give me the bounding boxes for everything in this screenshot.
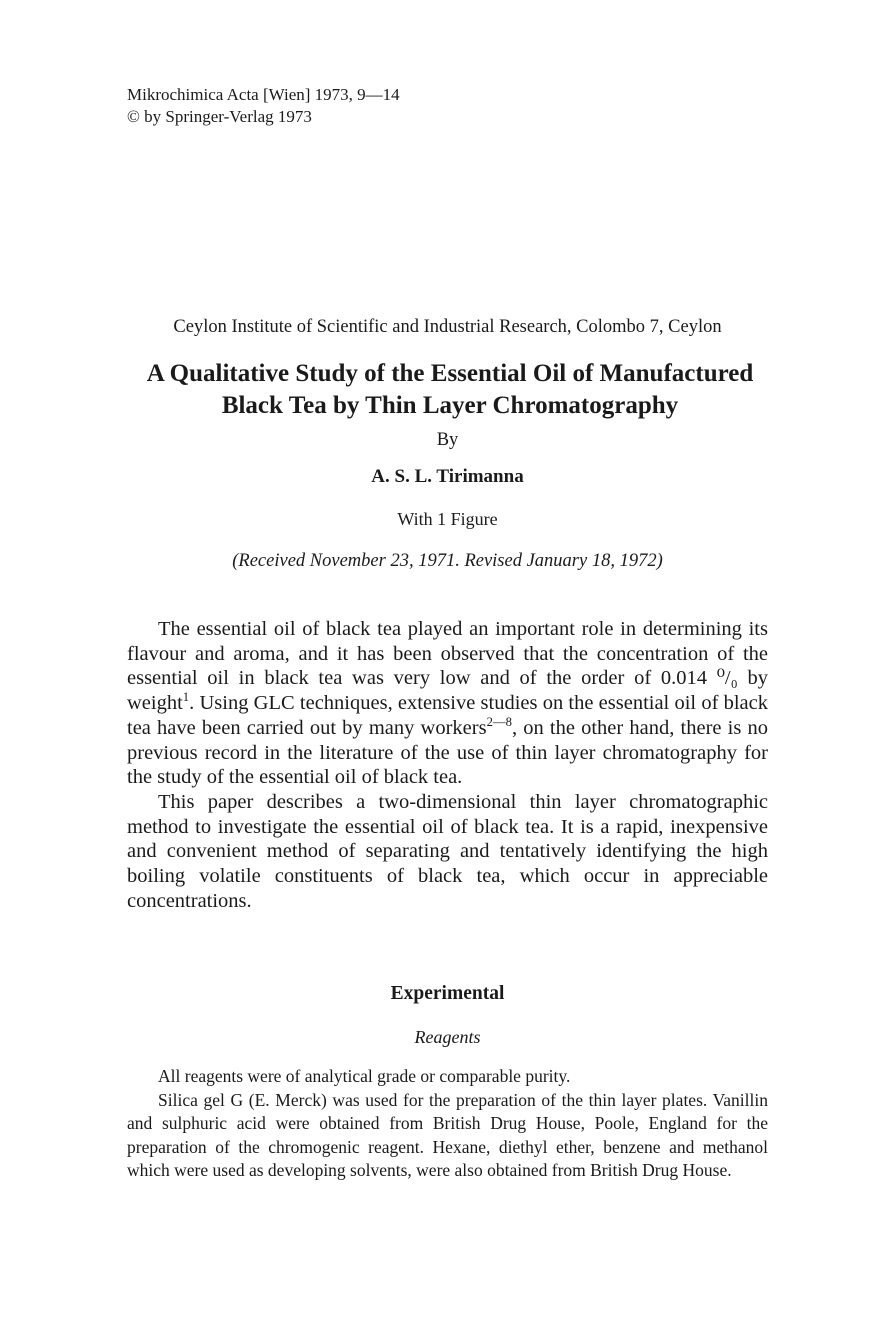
article-title: [100, 358, 800, 422]
copyright-line: © by Springer-Verlag 1973: [127, 107, 312, 126]
intro-paragraph-1: [127, 617, 768, 790]
reagents-paragraph-1: All reagents were of analytical grade or comparable purity.: [158, 1066, 571, 1086]
intro-p1-text-b: . Using GLC techniques, extensive studies on the essential oil of black tea have been carried out by many workers: [127, 692, 768, 739]
byline: By: [436, 430, 459, 450]
reference-1: 1: [182, 690, 190, 705]
journal-header: [127, 84, 400, 128]
subsection-heading: Reagents: [414, 1027, 481, 1047]
introduction: [127, 617, 768, 913]
received-dates: (Received November 23, 1971. Revised January 18, 1972): [232, 551, 663, 571]
intro-p1-text-c: , on the other hand, there is no previous record in the literature of the use of thin layer chromatography for the study of the essential oil of black tea.: [127, 716, 768, 789]
figure-note: With 1 Figure: [397, 509, 498, 529]
intro-paragraph-2: This paper describes a two-dimensional thin layer chromatographic method to investigate the essential oil of black tea. It is a rapid, inexpensive and convenient method of separating and tentatively identifying the high boiling volatile constituents of black tea, which occur in appreciable concentrations.: [127, 790, 768, 912]
affiliation: Ceylon Institute of Scientific and Industrial Research, Colombo 7, Ceylon: [173, 317, 722, 337]
title-line-1: A Qualitative Study of the Essential Oil of Manufactured: [146, 360, 754, 387]
reference-2-8: 2—8: [486, 714, 512, 729]
reagents-paragraph-2: Silica gel G (E. Merck) was used for the preparation of the thin layer plates. Vanillin and sulphuric acid were obtained from British Drug House, Poole, England for the preparation of the chromogenic reagent. Hexane, diethyl ether, benzene and methanol which were used as developing solvents, were also obtained from British Drug House.: [127, 1089, 768, 1180]
author-name: A. S. L. Tirimanna: [371, 466, 524, 487]
section-heading: Experimental: [390, 983, 505, 1004]
reagents-section: [127, 1065, 768, 1183]
journal-citation: Mikrochimica Acta [Wien] 1973, 9—14: [127, 85, 400, 104]
intro-p1-text-a: The essential oil of black tea played an important role in determining its flavour and aroma, and it has been observed that the concentration of the essential oil in black tea was very low and of the order of 0.014 ⁰/₀ by weight: [127, 618, 768, 715]
title-line-2: Black Tea by Thin Layer Chromatography: [221, 392, 679, 419]
